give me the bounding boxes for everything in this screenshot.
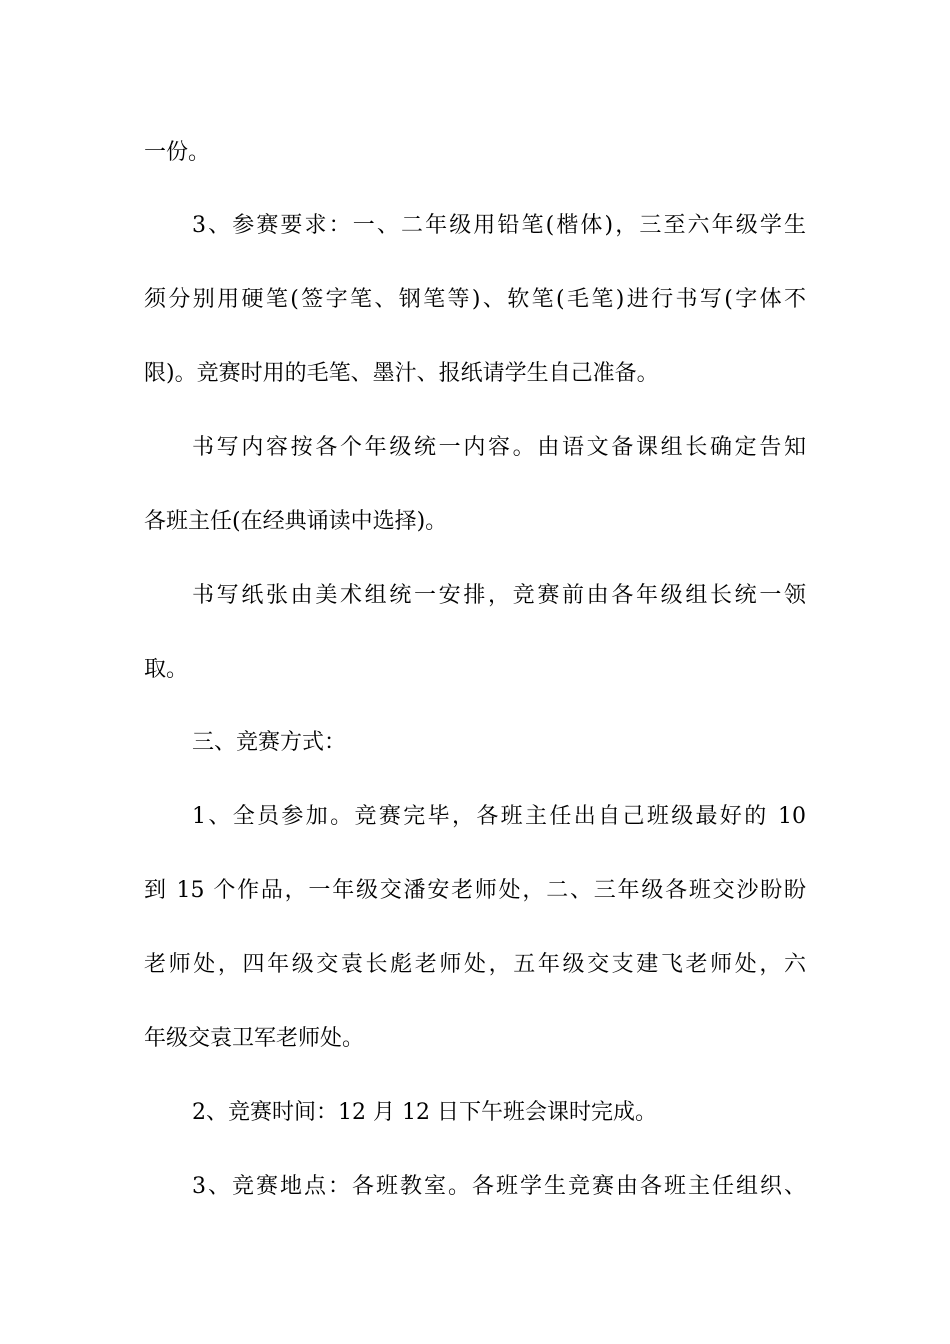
text-line-6: 各班主任(在经典诵读中选择)。 (144, 509, 448, 534)
text-line-11: 到 15 个作品，一年级交潘安老师处，二、三年级各班交沙盼盼 (144, 878, 806, 903)
text-line-8: 取。 (144, 657, 189, 682)
text-line-3: 须分别用硬笔(签字笔、钢笔等)、软笔(毛笔)进行书写(字体不 (144, 287, 806, 312)
text-line-5: 书写内容按各个年级统一内容。由语文备课组长确定告知 (192, 435, 806, 460)
text-line-14: 2、竞赛时间：12 月 12 日下午班会课时完成。 (192, 1100, 657, 1125)
text-line-12: 老师处，四年级交袁长彪老师处，五年级交支建飞老师处，六 (144, 952, 806, 977)
text-line-7: 书写纸张由美术组统一安排，竞赛前由各年级组长统一领 (192, 583, 806, 608)
section-heading: 三、竞赛方式： (192, 730, 347, 755)
text-line-4: 限)。竞赛时用的毛笔、墨汁、报纸请学生自己准备。 (144, 361, 659, 386)
text-line-15: 3、竞赛地点：各班教室。各班学生竞赛由各班主任组织、 (192, 1174, 806, 1199)
text-line-2: 3、参赛要求：一、二年级用铅笔(楷体)，三至六年级学生 (192, 213, 806, 238)
text-line-13: 年级交袁卫军老师处。 (144, 1026, 365, 1051)
text-line-10: 1、全员参加。竞赛完毕，各班主任出自己班级最好的 10 (192, 804, 806, 829)
text-line-1: 一份。 (144, 140, 211, 165)
